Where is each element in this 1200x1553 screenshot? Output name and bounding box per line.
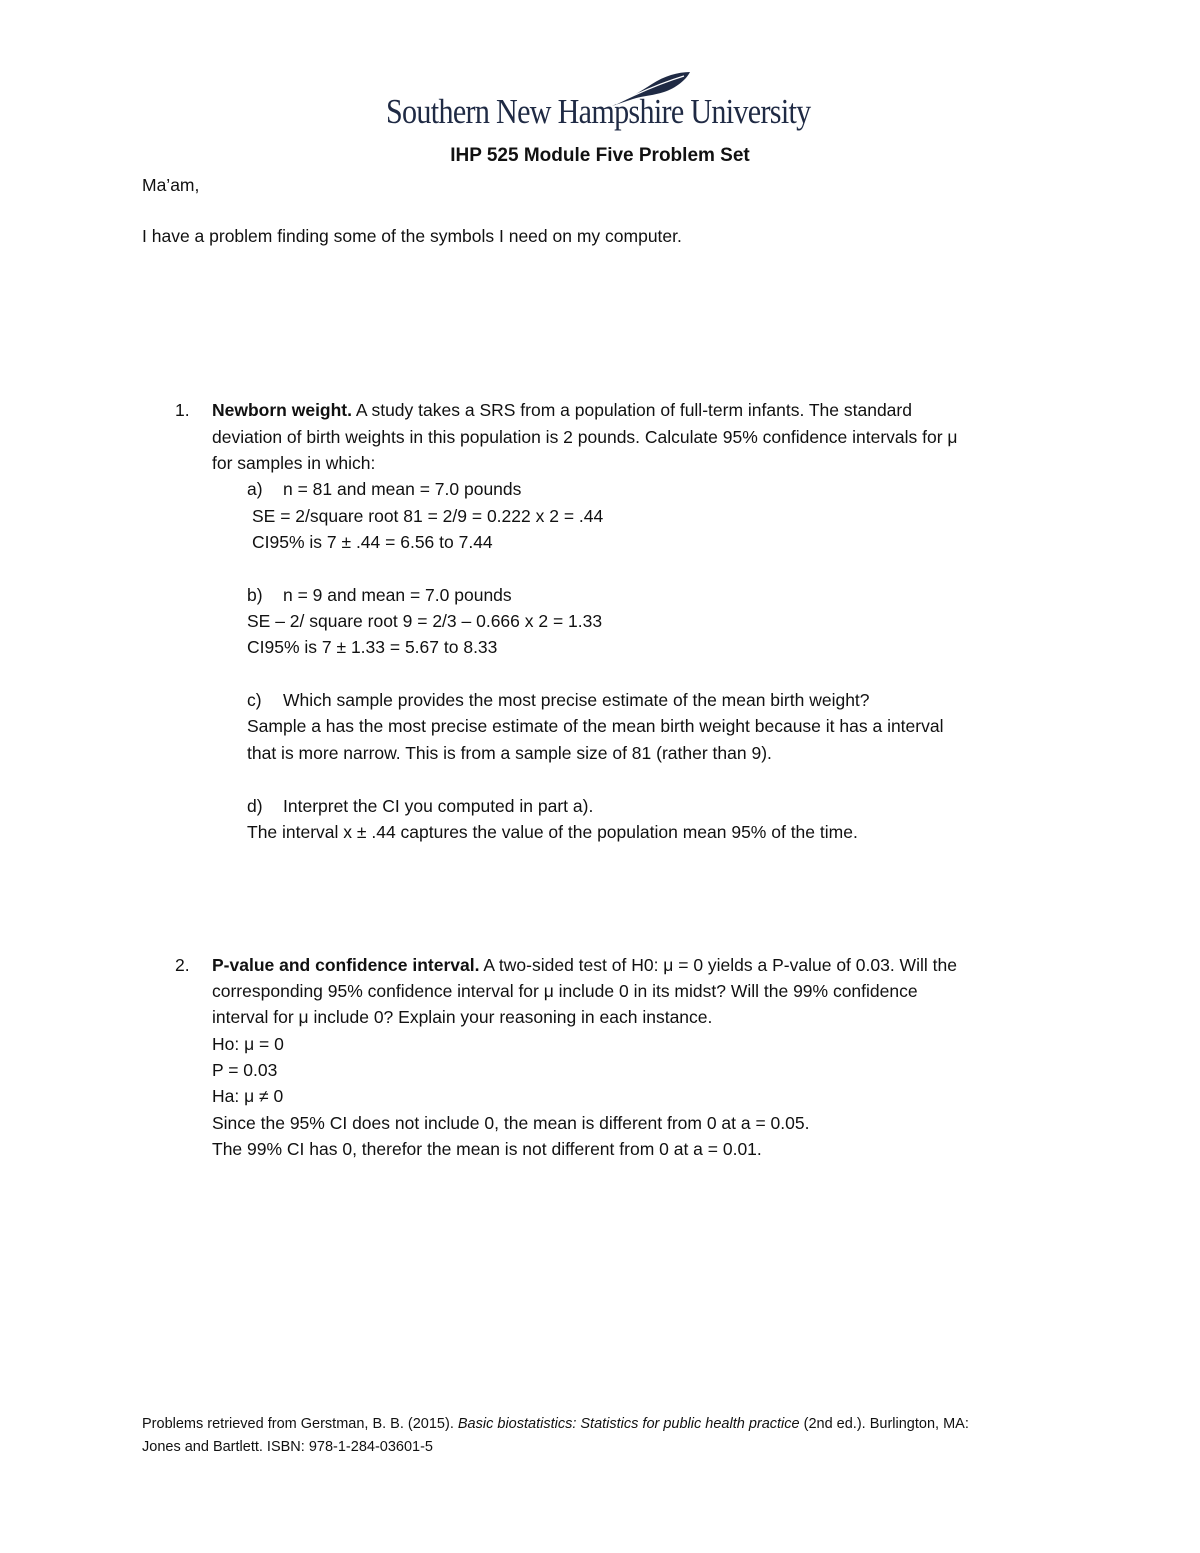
q1d-label: d) [247, 796, 263, 816]
intro-note: I have a problem finding some of the symbols I need on my computer. [142, 226, 682, 246]
q1a-line1: SE = 2/square root 81 = 2/9 = 0.222 x 2 = .44 [252, 506, 604, 526]
q1a-question: n = 81 and mean = 7.0 pounds [283, 479, 522, 499]
q2-text-line3: interval for μ include 0? Explain your reasoning in each instance. [212, 1007, 713, 1027]
q2-intro-line1 [212, 955, 957, 976]
q1-text-line3: for samples in which: [212, 453, 376, 473]
page-title: IHP 525 Module Five Problem Set [450, 145, 750, 166]
q2-answer-null: Ho: μ = 0 [212, 1034, 284, 1054]
q2-answer-p: P = 0.03 [212, 1060, 278, 1080]
q1d-question: Interpret the CI you computed in part a). [283, 796, 594, 816]
university-logo [386, 68, 818, 138]
q1b-label: b) [247, 585, 263, 605]
q2-answer-alt: Ha: μ ≠ 0 [212, 1086, 284, 1106]
q1-text-line2: deviation of birth weights in this population is 2 pounds. Calculate 95% confidence intervals for μ [212, 427, 958, 447]
logo-text: Southern New Hampshire University [386, 92, 811, 131]
q1a-label: a) [247, 479, 263, 499]
q1a-line2: CI95% is 7 ± .44 = 6.56 to 7.44 [252, 532, 493, 552]
footer-suffix: (2nd ed.). Burlington, MA: [799, 1416, 969, 1432]
greeting: Ma’am, [142, 175, 200, 195]
q1-text-line1: A study takes a SRS from a population of full-term infants. The standard [352, 400, 912, 420]
footer-citation-line2: Jones and Bartlett. ISBN: 978-1-284-03601-5 [142, 1439, 433, 1455]
q1c-label: c) [247, 690, 262, 710]
q1b-question: n = 9 and mean = 7.0 pounds [283, 585, 512, 605]
q2-text-line2: corresponding 95% confidence interval for μ include 0 in its midst? Will the 99% confidence [212, 981, 918, 1001]
q2-text-line1: A two-sided test of H0: μ = 0 yields a P-value of 0.03. Will the [479, 955, 957, 975]
q1b-line2: CI95% is 7 ± 1.33 = 5.67 to 8.33 [247, 637, 498, 657]
footer-citation-line1 [142, 1416, 969, 1432]
q1b-line1: SE – 2/ square root 9 = 2/3 – 0.666 x 2 = 1.33 [247, 611, 603, 631]
q2-answer-95: Since the 95% CI does not include 0, the mean is different from 0 at a = 0.05. [212, 1113, 810, 1133]
footer-prefix: Problems retrieved from Gerstman, B. B. (2015). [142, 1416, 458, 1432]
q2-heading: P-value and confidence interval. [212, 955, 480, 975]
leaf-icon [606, 70, 696, 110]
q1c-line1: Sample a has the most precise estimate of the mean birth weight because it has a interval [247, 716, 944, 736]
q1-intro-line1 [212, 400, 912, 421]
q2-number: 2. [175, 955, 190, 975]
q1-heading: Newborn weight. [212, 400, 352, 420]
q1c-question: Which sample provides the most precise estimate of the mean birth weight? [283, 690, 870, 710]
q1d-line1: The interval x ± .44 captures the value of the population mean 95% of the time. [247, 822, 858, 842]
q2-answer-99: The 99% CI has 0, therefor the mean is not different from 0 at a = 0.01. [212, 1139, 762, 1159]
q1c-line2: that is more narrow. This is from a sample size of 81 (rather than 9). [247, 743, 772, 763]
footer-book-title: Basic biostatistics: Statistics for public health practice [457, 1416, 800, 1432]
q1-number: 1. [175, 400, 190, 420]
